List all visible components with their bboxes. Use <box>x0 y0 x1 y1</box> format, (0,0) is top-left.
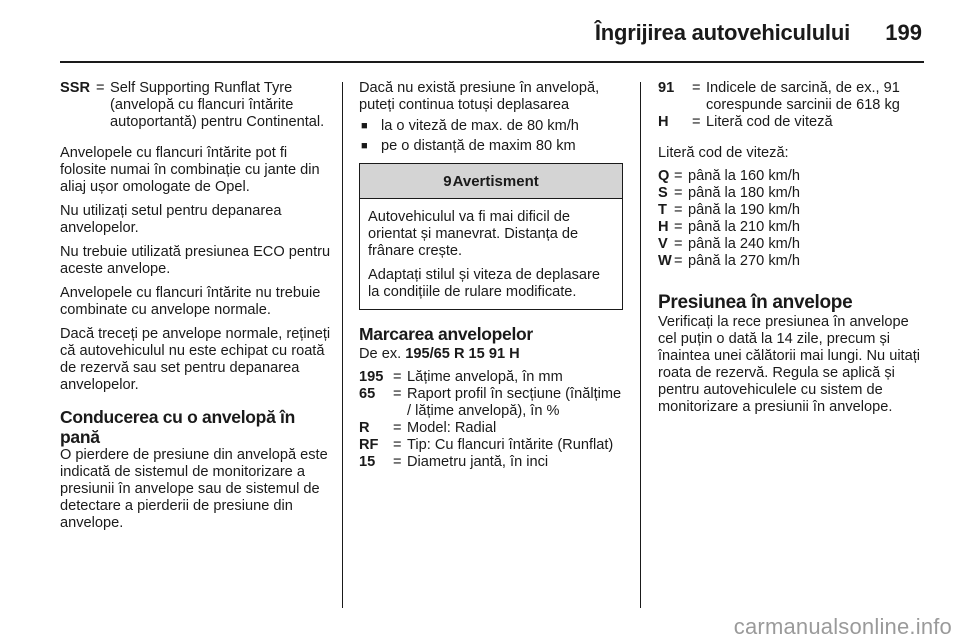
example-line <box>359 346 623 363</box>
speed-row <box>658 219 924 236</box>
paragraph: Anvelopele cu flancuri întărite pot fi folosite numai în combinație cu jante din aliaj ușor omologate de Opel. <box>60 145 320 195</box>
def-value: Literă cod de viteză <box>706 114 833 130</box>
speed-value: până la 180 km/h <box>688 185 800 201</box>
def-equals: = <box>393 454 402 470</box>
paragraph: O pierdere de presiune din anvelopă este indicată de sistemul de monitorizare a presiunii în anvelope sau de sistemul de detectare a pierderii de presiune din anvelope. <box>60 447 328 531</box>
header-rule <box>60 61 924 63</box>
section-heading-tyre-pressure: Presiunea în anvelope <box>658 292 853 313</box>
column-divider-2 <box>640 82 641 608</box>
def-key: SSR <box>60 80 91 96</box>
def-equals: = <box>674 236 683 252</box>
def-key: 65 <box>359 386 376 402</box>
def-equals: = <box>674 185 683 201</box>
paragraph: Dacă nu există presiune în anvelopă, puteți continua totuși deplasarea <box>359 80 600 113</box>
example-prefix: De ex. <box>359 346 402 362</box>
def-key: 15 <box>359 454 376 470</box>
speed-key: S <box>658 185 668 201</box>
warning-paragraph: Adaptați stilul și viteza de deplasare la condițiile de rulare modificate. <box>368 267 601 300</box>
paragraph: Nu trebuie utilizată presiunea ECO pentru aceste anvelope. <box>60 244 331 277</box>
warning-body <box>360 199 622 309</box>
def-equals: = <box>674 219 683 235</box>
speed-value: până la 210 km/h <box>688 219 800 235</box>
def-equals: = <box>393 437 402 453</box>
def-value: Raport profil în secțiune (înălțime / lățime anvelopă), în % <box>407 386 622 419</box>
speed-key: W <box>658 253 672 269</box>
paragraph: Dacă treceți pe anvelope normale, rețineți că autovehiculul nu este echipat cu roată de rezervă sau set pentru depanarea anvelopelor. <box>60 326 331 393</box>
def-equals: = <box>96 80 105 96</box>
definition-row <box>359 386 623 420</box>
list-item-text: la o viteză de max. de 80 km/h <box>381 118 579 134</box>
speed-row <box>658 168 924 185</box>
definition-row <box>359 437 623 454</box>
ssr-definition <box>60 80 332 131</box>
column-3 <box>658 80 924 423</box>
def-key: 195 <box>359 369 384 385</box>
page-header <box>60 14 924 54</box>
def-key: H <box>658 114 669 130</box>
def-equals: = <box>692 80 701 96</box>
column-2 <box>359 80 623 471</box>
speed-key: H <box>658 219 669 235</box>
bullet-icon: ■ <box>361 120 368 132</box>
watermark: carmanualsonline.info <box>733 614 952 639</box>
column-divider-1 <box>342 82 343 608</box>
def-value: Lățime anvelopă, în mm <box>407 369 563 385</box>
speed-row <box>658 253 924 270</box>
list-item <box>359 138 623 155</box>
speed-value: până la 160 km/h <box>688 168 800 184</box>
speed-row <box>658 202 924 219</box>
paragraph: Nu utilizați setul pentru depanarea anvelopelor. <box>60 203 282 236</box>
column-1 <box>60 80 332 539</box>
definition-row <box>658 80 924 114</box>
def-value: Model: Radial <box>407 420 497 436</box>
def-value: Self Supporting Runflat Tyre (anvelopă cu flancuri întărite autoportantă) pentru Continental. <box>110 80 325 130</box>
paragraph: Anvelopele cu flancuri întărite nu trebuie combinate cu anvelope normale. <box>60 285 321 318</box>
definition-row <box>658 114 924 131</box>
definition-row <box>359 454 623 471</box>
def-value: Indicele de sarcină, de ex., 91 corespunde sarcinii de 618 kg <box>706 80 900 113</box>
speed-key: T <box>658 202 667 218</box>
speed-row <box>658 236 924 253</box>
def-equals: = <box>393 386 402 402</box>
def-value: Diametru jantă, în inci <box>407 454 549 470</box>
def-equals: = <box>674 168 683 184</box>
speed-value: până la 190 km/h <box>688 202 800 218</box>
warning-paragraph: Autovehiculul va fi mai dificil de orientat și manevrat. Distanța de frânare crește. <box>368 209 579 259</box>
page-title: Îngrijirea autovehiculului <box>594 20 850 45</box>
speed-key: V <box>658 236 668 252</box>
list-item <box>359 118 623 135</box>
example-code: 195/65 R 15 91 H <box>405 346 520 362</box>
section-heading-tyre-marking: Marcarea anvelopelor <box>359 324 533 344</box>
warning-box <box>359 163 623 310</box>
def-value: Tip: Cu flancuri întărite (Runflat) <box>407 437 614 453</box>
speed-key: Q <box>658 168 670 184</box>
def-key: R <box>359 420 370 436</box>
def-equals: = <box>674 253 683 269</box>
definition-row <box>359 369 623 386</box>
def-key: RF <box>359 437 379 453</box>
warning-header <box>360 164 622 199</box>
speed-value: până la 240 km/h <box>688 236 800 252</box>
def-equals: = <box>393 420 402 436</box>
paragraph: Verificați la rece presiunea în anvelope cel puțin o dată la 14 zile, precum și înaintea unei călătorii mai lungi. Nu uitați roata de rezervă. Regula se aplică și pentru autovehiculele cu sistem de monitorizare a presiunii în anvelope. <box>658 314 921 415</box>
def-equals: = <box>393 369 402 385</box>
bullet-icon: ■ <box>361 140 368 152</box>
list-item-text: pe o distanță de maxim 80 km <box>381 138 576 154</box>
warning-icon: 9 <box>443 172 452 190</box>
def-equals: = <box>692 114 701 130</box>
definition-row <box>359 420 623 437</box>
speed-row <box>658 185 924 202</box>
section-heading-flat-tyre: Conducerea cu o anvelopă în pană <box>60 407 296 447</box>
def-key: 91 <box>658 80 675 96</box>
warning-title: Avertisment <box>452 172 539 190</box>
speed-code-title: Literă cod de viteză: <box>658 145 789 161</box>
def-equals: = <box>674 202 683 218</box>
page-number: 199 <box>885 20 922 45</box>
speed-value: până la 270 km/h <box>688 253 800 269</box>
